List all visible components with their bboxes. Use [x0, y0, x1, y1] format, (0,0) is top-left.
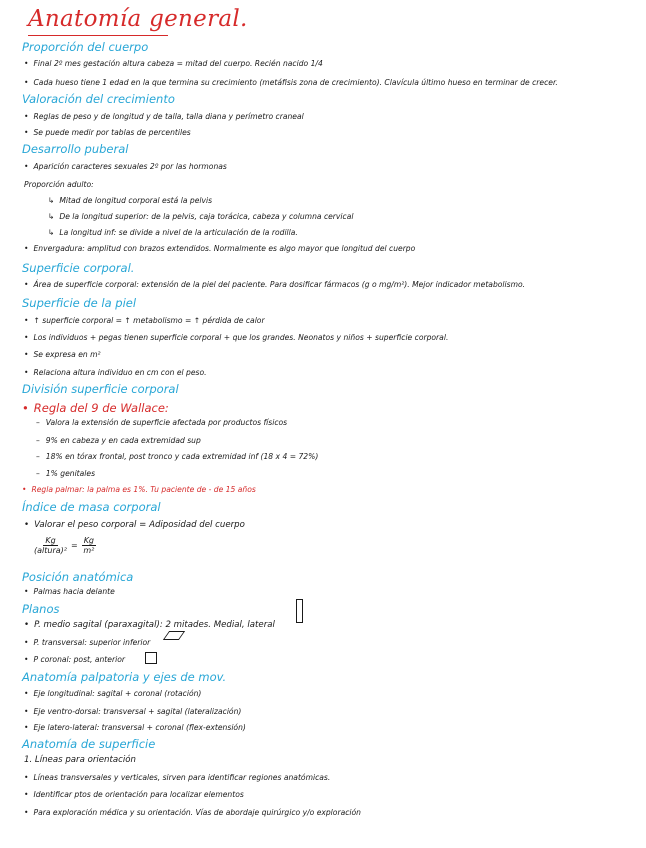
note-line: – Valora la extensión de superficie afectada por productos físicos [36, 418, 287, 427]
title-underline [28, 35, 168, 36]
note-line: • Palmas hacia delante [24, 587, 115, 596]
note-line: • Eje longitudinal: sagital + coronal (rotación) [24, 689, 201, 698]
transverse-plane-sketch [163, 631, 185, 640]
note-line: • Se expresa en m² [24, 350, 101, 359]
note-line: ↳ La longitud inf: se divide a nivel de la articulación de la rodilla. [48, 228, 298, 237]
section-heading: División superficie corporal [22, 382, 179, 396]
bmi-formula [34, 536, 96, 555]
note-line: Proporción adulto: [24, 180, 94, 189]
note-line: • Cada hueso tiene 1 edad en la que termina su crecimiento (metáfisis zona de crecimiento). Clavícula último hueso en terminar de crecer. [24, 78, 558, 87]
section-heading: Superficie de la piel [22, 296, 137, 310]
bmi-denominator-2: m² [83, 546, 95, 555]
note-line: • Regla palmar: la palma es 1%. Tu paciente de - de 15 años [22, 485, 256, 494]
note-line: • Relaciona altura individuo en cm con el peso. [24, 368, 207, 377]
note-line: • Aparición caracteres sexuales 2º por las hormonas [24, 162, 227, 171]
section-heading: Planos [22, 602, 60, 616]
section-heading: Superficie corporal. [22, 261, 135, 275]
note-line: • Para exploración médica y su orientación. Vías de abordaje quirúrgico y/o exploración [24, 808, 361, 817]
note-line: • Eje latero-lateral: transversal + coronal (flex-extensión) [24, 723, 246, 732]
note-line: • Se puede medir por tablas de percentiles [24, 128, 191, 137]
note-line: • P coronal: post, anterior [24, 655, 125, 664]
note-line: • Final 2º mes gestación altura cabeza = mitad del cuerpo. Recién nacido 1/4 [24, 59, 323, 68]
note-line: ↳ Mitad de longitud corporal está la pelvis [48, 196, 212, 205]
sagittal-plane-sketch [296, 599, 303, 623]
section-heading: Anatomía de superficie [22, 737, 156, 751]
note-line: • Área de superficie corporal: extensión de la piel del paciente. Para dosificar fármacos (g o mg/m²). Mejor indicador metabolismo. [24, 280, 525, 289]
bmi-numerator-2: Kg [83, 536, 95, 545]
bmi-fraction-1 [34, 536, 67, 555]
bmi-fraction-2 [82, 536, 96, 555]
page-title: Anatomía general. [28, 6, 248, 32]
note-line: ↳ De la longitud superior: de la pelvis, caja torácica, cabeza y columna cervical [48, 212, 353, 221]
bmi-numerator-1: Kg [45, 536, 56, 545]
note-line: 1. Líneas para orientación [24, 755, 136, 765]
note-line: • Valorar el peso corporal = Adiposidad del cuerpo [24, 520, 245, 530]
note-line: – 1% genitales [36, 469, 95, 478]
note-line: • P. transversal: superior inferior [24, 638, 150, 647]
note-line: • Eje ventro-dorsal: transversal + sagital (lateralización) [24, 707, 241, 716]
note-line: • Líneas transversales y verticales, sirven para identificar regiones anatómicas. [24, 773, 330, 782]
note-line: – 18% en tórax frontal, post tronco y cada extremidad inf (18 x 4 = 72%) [36, 452, 318, 461]
bmi-equals: = [70, 541, 78, 550]
bmi-denominator-1: (altura)² [34, 546, 67, 555]
section-heading: Posición anatómica [22, 570, 134, 584]
section-heading: Proporción del cuerpo [22, 40, 149, 54]
section-heading: Índice de masa corporal [22, 500, 161, 514]
note-line: • Los individuos + pegas tienen superficie corporal + que los grandes. Neonatos y niños + superficie corporal. [24, 333, 448, 342]
section-heading: Valoración del crecimiento [22, 92, 175, 106]
note-line: – 9% en cabeza y en cada extremidad sup [36, 436, 201, 445]
note-line: • P. medio sagital (paraxagital): 2 mitades. Medial, lateral [24, 620, 275, 630]
note-line: • Envergadura: amplitud con brazos extendidos. Normalmente es algo mayor que longitud del cuerpo [24, 244, 415, 253]
section-heading: • Regla del 9 de Wallace: [22, 401, 169, 415]
section-heading: Desarrollo puberal [22, 142, 129, 156]
note-line: • ↑ superficie corporal = ↑ metabolismo = ↑ pérdida de calor [24, 316, 265, 325]
note-line: • Reglas de peso y de longitud y de talla, talla diana y perímetro craneal [24, 112, 304, 121]
note-line: • Identificar ptos de orientación para localizar elementos [24, 790, 244, 799]
coronal-plane-sketch [145, 652, 157, 664]
section-heading: Anatomía palpatoria y ejes de mov. [22, 670, 227, 684]
